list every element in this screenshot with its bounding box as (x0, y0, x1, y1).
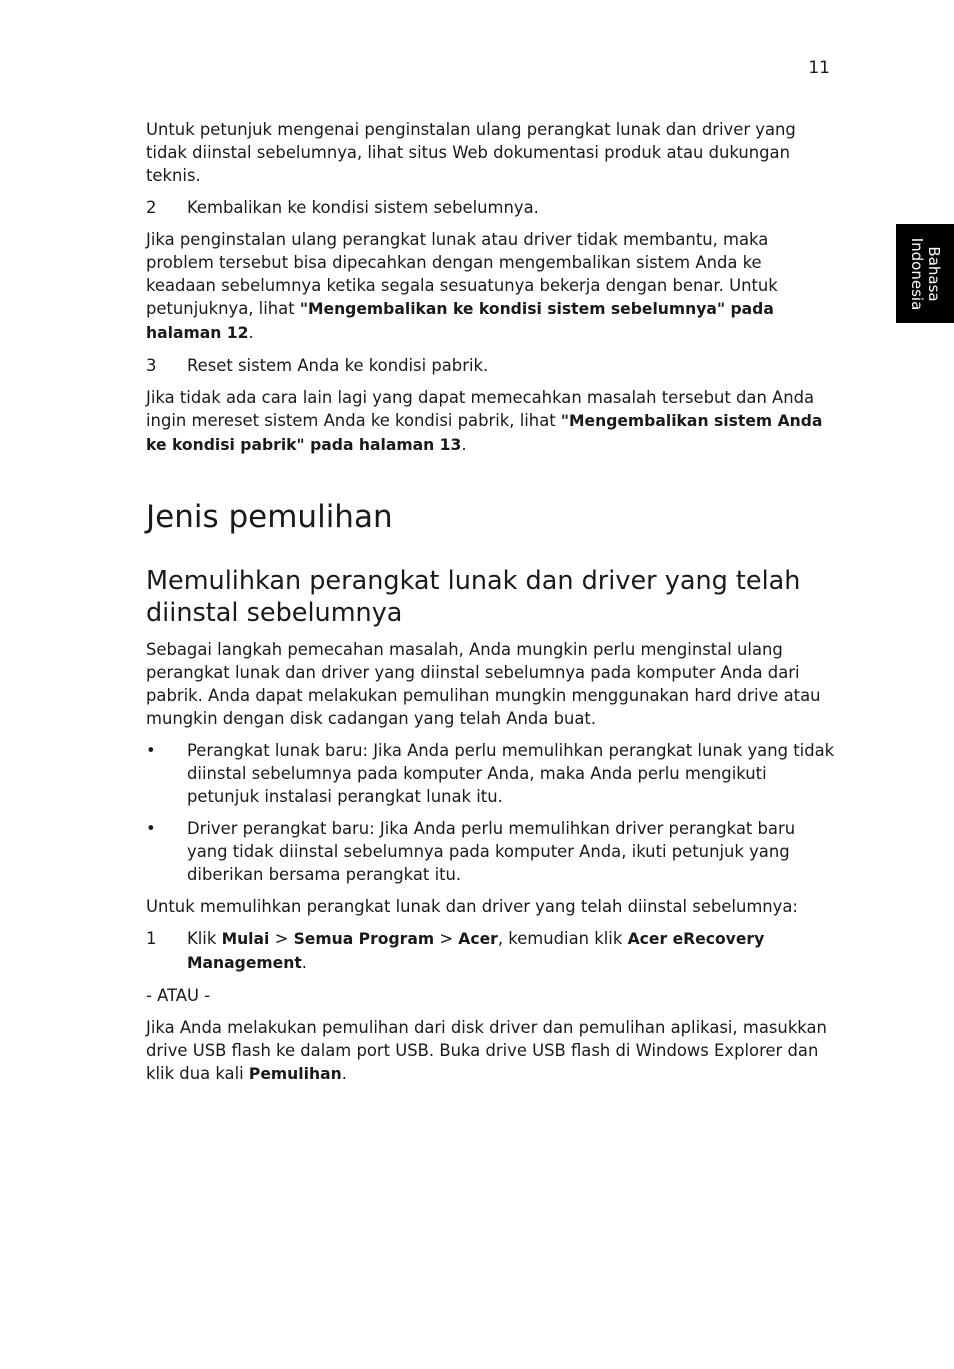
language-side-tab (896, 224, 954, 323)
language-side-tab-label (908, 237, 942, 310)
step-3 (146, 354, 836, 377)
troubleshooting-paragraph: Sebagai langkah pemecahan masalah, Anda mungkin perlu menginstal ulang perangkat lunak dan driver yang diinstal sebelumnya pada komputer Anda dari pabrik. Anda dapat melakukan pemulihan mungkin menggunakan hard drive atau mungkin dengan disk cadangan yang telah Anda buat. (146, 640, 821, 728)
step-number: 1 (146, 929, 157, 948)
menu-path-start: Mulai (221, 930, 270, 948)
bullet-marker: • (146, 741, 156, 760)
menu-path-all-programs: Semua Program (293, 930, 435, 948)
recovery-label: Pemulihan (248, 1065, 342, 1083)
language-side-tab-line2: Indonesia (908, 237, 926, 310)
paragraph-text: Jika tidak ada cara lain lagi yang dapat memecahkan masalah tersebut dan Anda ingin mereset sistem Anda ke kondisi pabrik, lihat (146, 388, 815, 430)
step-number: 2 (146, 198, 157, 217)
restore-previous-paragraph: Jika penginstalan ulang perangkat lunak atau driver tidak membantu, maka problem tersebut bisa dipecahkan dengan mengembalikan sistem Anda ke keadaan sebelumnya ketika segala sesuatunya bekerja dengan benar. Untuk petunjuknya, lihat "Mengembalikan ke kondisi sistem sebelumnya" pada halaman 12. (146, 230, 778, 342)
bullet-item-new-driver (146, 817, 836, 886)
step-text: Reset sistem Anda ke kondisi pabrik. (187, 356, 489, 375)
bullet-item-new-software (146, 739, 836, 808)
menu-path-erecovery: Acer eRecovery Management (187, 930, 765, 972)
step-2 (146, 196, 836, 219)
paragraph-text: Jika penginstalan ulang perangkat lunak atau driver tidak membantu, maka problem tersebut bisa dipecahkan dengan mengembalikan sistem Anda ke keadaan sebelumnya ketika segala sesuatunya bekerja dengan benar. Untuk petunjuknya, lihat (146, 230, 778, 318)
or-separator: - ATAU - (146, 986, 211, 1005)
step-number: 3 (146, 356, 157, 375)
page-number: 11 (808, 58, 830, 78)
language-side-tab-line1: Bahasa (925, 245, 943, 302)
factory-reset-paragraph: Jika tidak ada cara lain lagi yang dapat memecahkan masalah tersebut dan Anda ingin mereset sistem Anda ke kondisi pabrik, lihat "Mengembalikan sistem Anda ke kondisi pabrik" pada halaman 13. (146, 388, 823, 454)
cross-reference-link[interactable]: "Mengembalikan ke kondisi sistem sebelumnya" pada halaman 12 (146, 300, 774, 342)
subsection-heading: Memulihkan perangkat lunak dan driver yang telah diinstal sebelumnya (146, 566, 801, 628)
bullet-marker: • (146, 819, 156, 838)
paragraph-text: Jika Anda melakukan pemulihan dari disk driver dan pemulihan aplikasi, masukkan drive USB flash ke dalam port USB. Buka drive USB flash di Windows Explorer dan klik dua kali (146, 1018, 827, 1083)
usb-recovery-paragraph: Jika Anda melakukan pemulihan dari disk driver dan pemulihan aplikasi, masukkan drive USB flash ke dalam port USB. Buka drive USB flash di Windows Explorer dan klik dua kali Pemulihan. (146, 1018, 827, 1083)
menu-path-acer: Acer (458, 930, 498, 948)
instruction-intro-paragraph: Untuk memulihkan perangkat lunak dan driver yang telah diinstal sebelumnya: (146, 897, 798, 916)
cross-reference-link[interactable]: "Mengembalikan sistem Anda ke kondisi pabrik" pada halaman 13 (146, 412, 823, 454)
page-content (146, 118, 836, 1095)
bullet-text: Driver perangkat baru: Jika Anda perlu memulihkan driver perangkat baru yang tidak diinstal sebelumnya pada komputer Anda, ikuti petunjuk yang diberikan bersama perangkat itu. (187, 819, 796, 884)
bullet-text: Perangkat lunak baru: Jika Anda perlu memulihkan perangkat lunak yang tidak diinstal sebelumnya pada komputer Anda, maka Anda perlu mengikuti petunjuk instalasi perangkat lunak itu. (187, 741, 835, 806)
step-text: Kembalikan ke kondisi sistem sebelumnya. (187, 198, 539, 217)
step-1: 1 Klik Mulai > Semua Program > Acer, kemudian klik Acer eRecovery Management. (146, 929, 765, 972)
intro-paragraph: Untuk petunjuk mengenai penginstalan ulang perangkat lunak dan driver yang tidak diinstal sebelumnya, lihat situs Web dokumentasi produk atau dukungan teknis. (146, 120, 796, 185)
section-heading: Jenis pemulihan (146, 499, 393, 535)
